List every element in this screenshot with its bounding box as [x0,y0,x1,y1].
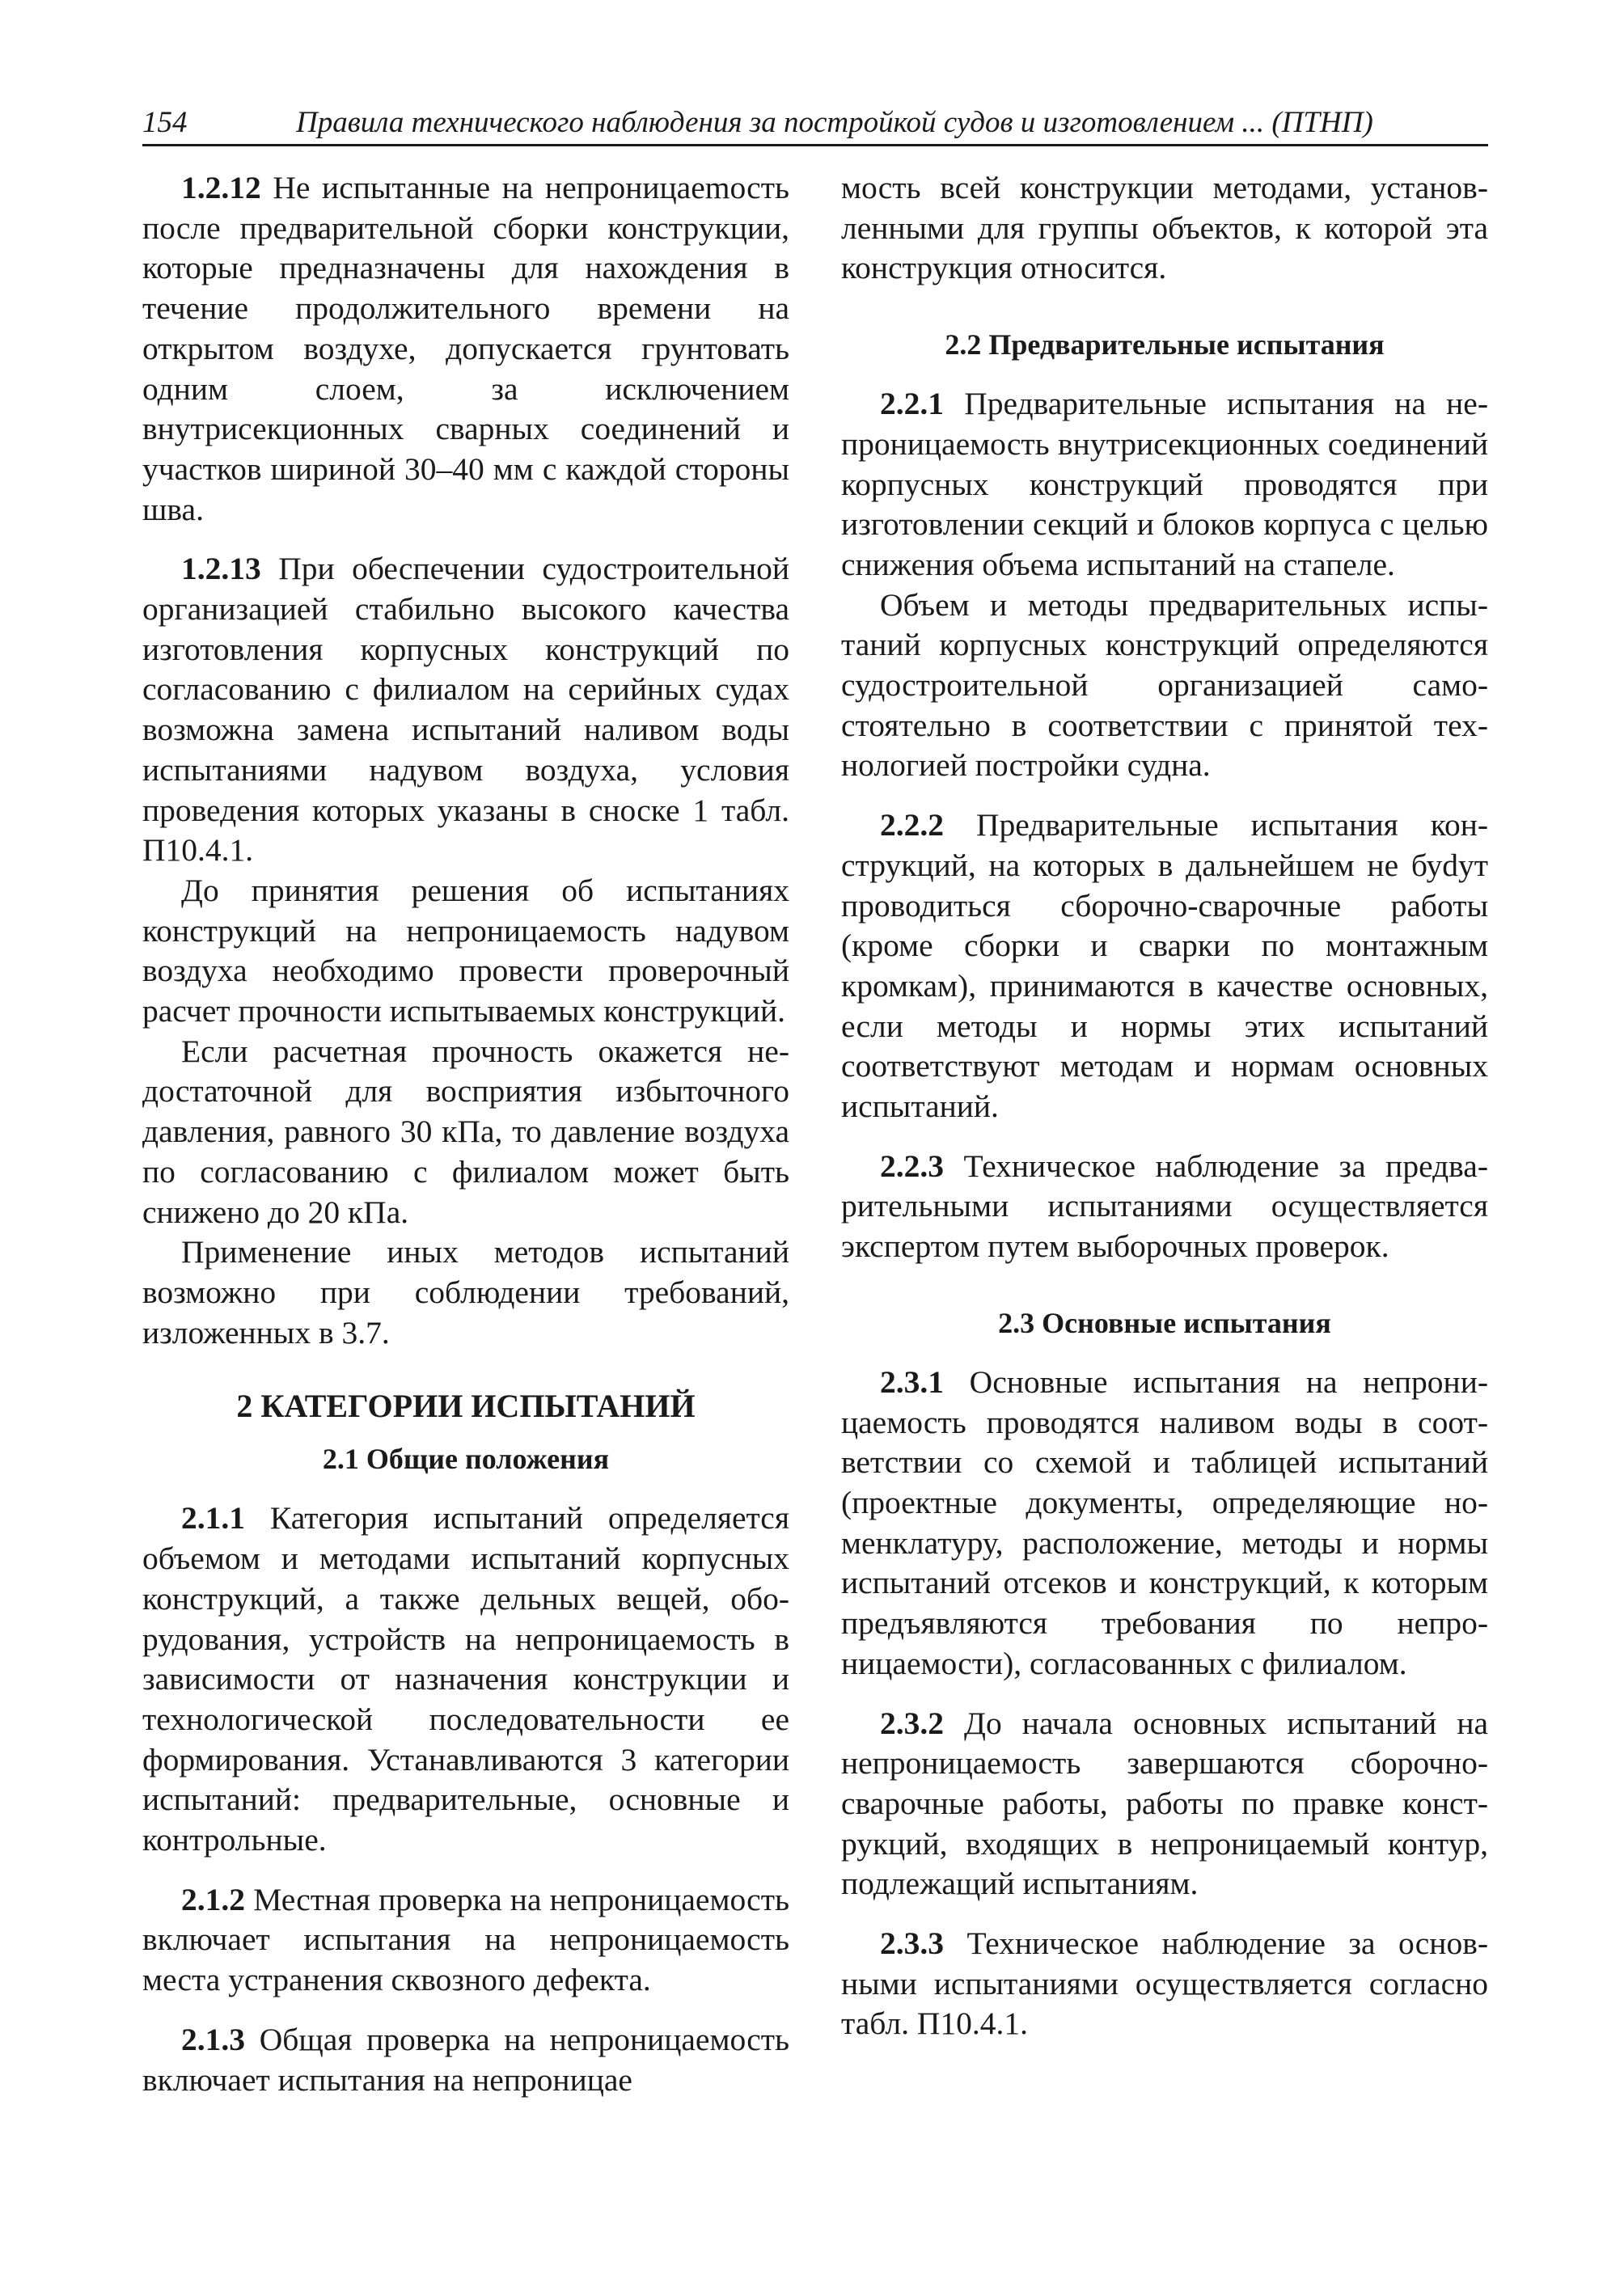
clause-number: 2.3.2 [880,1705,944,1741]
clause-number: 2.3.3 [880,1925,944,1962]
paragraph-2-1-1 [142,1498,789,1860]
clause-number: 2.3.1 [880,1363,944,1400]
clause-number: 2.1.1 [181,1500,245,1536]
left-column [142,168,789,2100]
paragraph-text: Техническое наблюдение за предварительными испытаниями осуществляется экспертом путем выборочных проверок. [841,1148,1488,1265]
paragraph-2-3-1 [841,1363,1488,1684]
paragraph-text: При обеспечении судостроительной организацией стабильно высокого качества изготовления корпусных конструкций по согласованию с филиалом на серийных судах возможна замена испытаний наливом воды испытаниями надувом воздуха, условия проведения которых указаны в сноске 1 табл. П10.4.1. [142,551,789,869]
paragraph-1-2-13 [142,549,789,871]
clause-number: 2.1.3 [181,2021,245,2057]
paragraph-1-2-13-b: До принятия решения об испытаниях конструкций на непроницаемость надувом воздуха необходимо провести проверочный расчет прочности испытываемых конструкций. [142,872,789,1029]
paragraph-text: Предварительные испытания на непроницаемость внутрисекционных соединений корпусных конструкций проводятся при изготовлении секций и блоков корпуса с целью снижения объема испытаний на стапеле. [841,386,1488,582]
paragraph-text: До начала основных испытаний на непроницаемость завершаются сборочно-сварочные работы, работы по правке конструкций, входящих в непроницаемый контур, подлежащий испытаниям. [841,1705,1488,1902]
paragraph-1-2-12 [142,168,789,530]
paragraph-text: Местная проверка на непроницаемость включает испытания на непроницаемость места устранения сквозного дефекта. [142,1881,789,1998]
section-2-2-heading: 2.2 Предварительные испытания [945,328,1385,361]
paragraph-text: Предварительные испытания конструкций, на которых в дальнейшем не буdут проводиться сборочно-сварочные работы (кроме сборки и сварки по монтажным кромкам), принимаются в качестве основных, если методы и нормы этих испытаний соответствуют методам и нормам основных испытаний. [841,807,1488,1125]
paragraph-2-1-2 [142,1880,789,2001]
paragraph-text: Техническое наблюдение за основными испытаниями осуществляется согласно табл. П10.4.1. [841,1925,1488,2042]
right-column [841,168,1488,2044]
paragraph-2-2-1-b: Объем и методы предварительных испытаний корпусных конструкций определяются судостроительной организацией самостоятельно в соответствии с принятой технологией постройки судна. [841,586,1488,784]
running-header [142,102,1488,146]
clause-number: 1.2.13 [181,551,261,587]
section-2-1-heading: 2.1 Общие положения [322,1443,610,1476]
clause-number: 2.2.1 [880,386,944,422]
clause-number: 1.2.12 [181,170,261,205]
paragraph-text: Категория испытаний определяется объемом и методами испытаний корпусных конструкций, а также дельных вещей, оборудования, устройств на непроницаемость в зависимости от назначения конструкции и технологической последовательности ее формирования. Устанавливаются 3 категории испытаний: предварительные, основные и контрольные. [142,1500,789,1858]
paragraph-text: Основные испытания на непроницаемость проводятся наливом воды в соответствии со схемой и таблицей испытаний (проектные документы, определяющие номенклатуру, расположение, методы и нормы испытаний отсеков и конструкций, к которым предъявляются требования по непроницаемости), согласованных с филиалом. [841,1363,1488,1681]
paragraph-2-1-3-continued: мость всей конструкции методами, установленными для группы объектов, к которой эта конструкция относится. [841,170,1488,286]
section-2-heading: 2 КАТЕГОРИИ ИСПЫТАНИЙ [236,1388,696,1425]
running-title: Правила технического наблюдения за постройкой судов и изготовлением ... (ПТНП) [296,106,1373,139]
paragraph-2-2-1 [841,384,1488,585]
section-2-3-heading: 2.3 Основные испытания [998,1306,1331,1339]
paragraph-1-2-13-d: Применение иных методов испытаний возможно при соблюдении требований, изложенных в 3.7. [142,1234,789,1351]
paragraph-1-2-13-c: Если расчетная прочность окажется недостаточной для восприятия избыточного давления, равного 30 кПа, то давление воздуха по согласованию с филиалом может быть снижено до 20 кПа. [142,1033,789,1230]
paragraph-text: Общая проверка на непроницаемость включает испытания на непроницае [142,2021,789,2098]
clause-number: 2.2.3 [880,1148,944,1184]
clause-number: 2.2.2 [880,807,944,843]
paragraph-2-1-3 [142,2020,789,2100]
clause-number: 2.1.2 [181,1881,245,1917]
paragraph-2-2-2 [841,805,1488,1127]
page-number: 154 [142,106,188,139]
paragraph-2-3-3 [841,1924,1488,2044]
paragraph-2-2-3 [841,1147,1488,1267]
paragraph-2-3-2 [841,1704,1488,1905]
paragraph-text: Не испытанные на непроницаеmость после предварительной сборки конструкции, которые предназначены для нахождения в течение продолжительного времени на открытом воздухе, допускается грунтовать одним слоем, за исключением внутрисекционных сварных соединений и участков шириной 30–40 мм с каждой стороны шва. [142,170,789,527]
